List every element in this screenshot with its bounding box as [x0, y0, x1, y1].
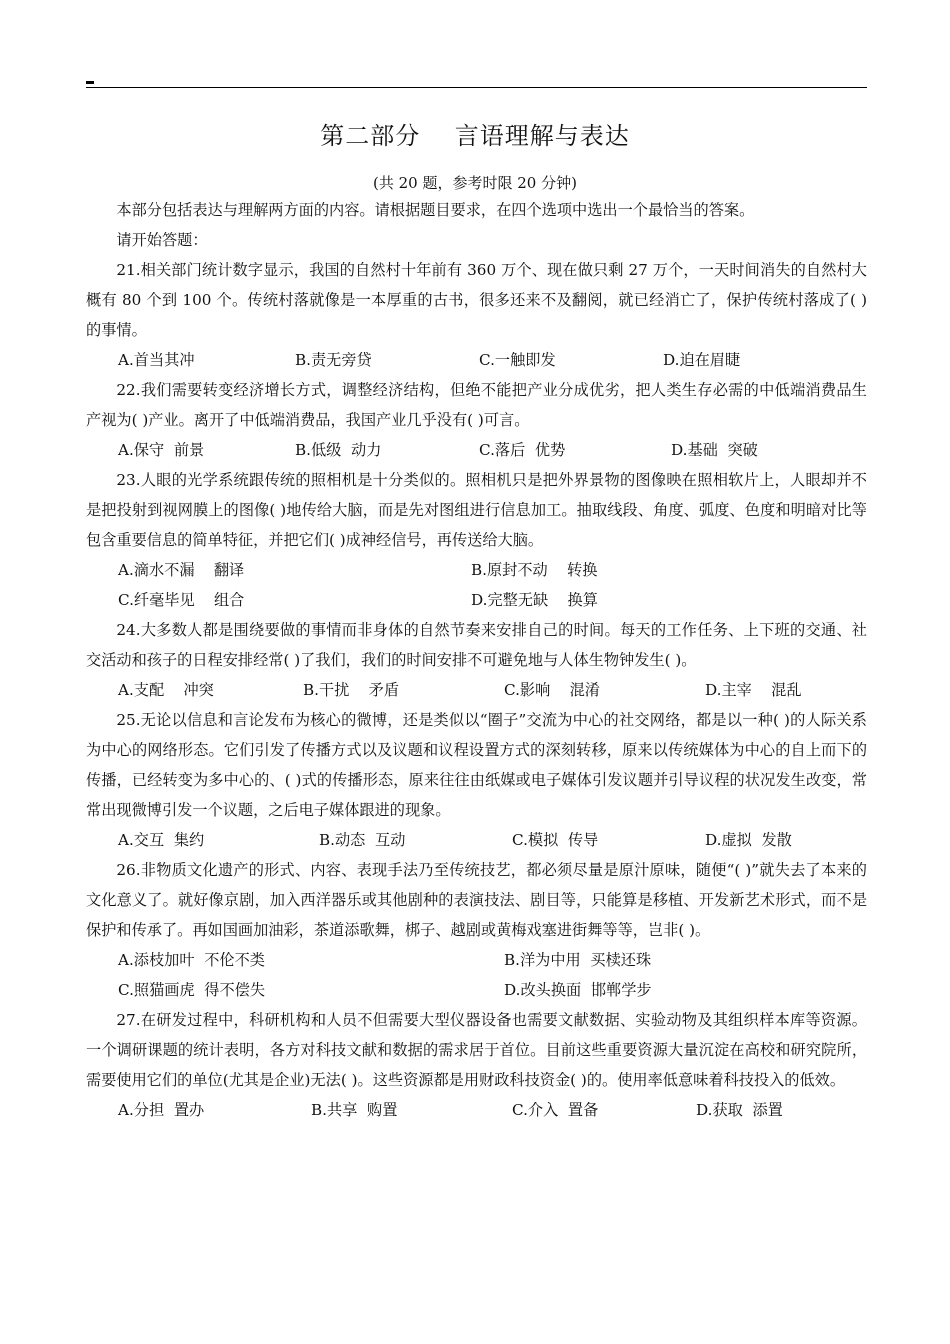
options-21: [86, 345, 867, 375]
options-27: [86, 1095, 867, 1125]
option-b[interactable]: B.责无旁贷: [295, 351, 372, 369]
option-c[interactable]: C.影响 混淆: [504, 681, 600, 699]
option-d[interactable]: D.改头换面 邯郸学步: [504, 981, 652, 999]
question-27: 27.在研发过程中，科研机构和人员不但需要大型仪器设备也需要文献数据、实验动物及其组织样本库等资源。一个调研课题的统计表明，各方对科技文献和数据的需求居于首位。目前这些重要资源大量沉淀在高校和研究院所，需要使用它们的单位(尤其是企业)无法( )。这些资源都是用财政科技资金( )的。使用率低意味着科技投入的低效。: [86, 1011, 867, 1089]
option-a[interactable]: A.保守 前景: [118, 441, 205, 459]
question-23: 23.人眼的光学系统跟传统的照相机是十分类似的。照相机只是把外界景物的图像映在照相软片上，人眼却并不是把投射到视网膜上的图像( )地传给大脑，而是先对图组进行信息加工。抽取线段、角度、弧度、色度和明暗对比等包含重要信息的简单特征，并把它们( )成神经信号，再传送给大脑。: [86, 471, 867, 549]
start-text: 请开始答题：: [116, 231, 208, 249]
header-mark: [86, 81, 94, 84]
option-a[interactable]: A.滴水不漏 翻译: [118, 561, 245, 579]
options-26-row1: [86, 945, 867, 975]
options-26-row2: [86, 975, 867, 1005]
option-d[interactable]: D.获取 添置: [696, 1101, 783, 1119]
intro-text: 本部分包括表达与理解两方面的内容。请根据题目要求，在四个选项中选出一个最恰当的答案。: [116, 201, 755, 219]
option-d[interactable]: D.基础 突破: [671, 441, 758, 459]
question-24: 24.大多数人都是围绕要做的事情而非身体的自然节奏来安排自己的时间。每天的工作任务、上下班的交通、社交活动和孩子的日程安排经常( )了我们，我们的时间安排不可避免地与人体生物钟发生( )。: [86, 621, 867, 669]
option-b[interactable]: B.共享 购置: [311, 1101, 398, 1119]
option-c[interactable]: C.纤毫毕见 组合: [118, 591, 245, 609]
option-a[interactable]: A.添枝加叶 不伦不类: [118, 951, 265, 969]
option-d[interactable]: D.迫在眉睫: [663, 351, 741, 369]
option-b[interactable]: B.低级 动力: [295, 441, 382, 459]
option-b[interactable]: B.干扰 矛盾: [303, 681, 400, 699]
option-b[interactable]: B.原封不动 转换: [471, 561, 598, 579]
section-title: 第二部分 言语理解与表达: [320, 122, 630, 150]
option-c[interactable]: C.落后 优势: [479, 441, 566, 459]
option-c[interactable]: C.模拟 传导: [512, 831, 599, 849]
section-subtitle: (共 20 题，参考时限 20 分钟): [373, 174, 577, 192]
option-d[interactable]: D.完整无缺 换算: [471, 591, 598, 609]
option-d[interactable]: D.主宰 混乱: [705, 681, 802, 699]
option-a[interactable]: A.首当其冲: [118, 351, 195, 369]
option-a[interactable]: A.支配 冲突: [118, 681, 214, 699]
header-rule: [86, 87, 867, 88]
option-b[interactable]: B.动态 互动: [319, 831, 406, 849]
option-a[interactable]: A.交互 集约: [118, 831, 205, 849]
option-c[interactable]: C.介入 置备: [512, 1101, 599, 1119]
question-21: 21.相关部门统计数字显示，我国的自然村十年前有 360 万个、现在做只剩 27 万个，一天时间消失的自然村大概有 80 个到 100 个。传统村落就像是一本厚重的古书，很多还来不及翻阅，就已经消亡了，保护传统村落成了( )的事情。: [86, 261, 867, 339]
options-22: [86, 435, 867, 465]
question-22: 22.我们需要转变经济增长方式，调整经济结构，但绝不能把产业分成优劣，把人类生存必需的中低端消费品生产视为( )产业。离开了中低端消费品，我国产业几乎没有( )可言。: [86, 381, 867, 429]
options-24: [86, 675, 867, 705]
options-25: [86, 825, 867, 855]
option-b[interactable]: B.洋为中用 买椟还珠: [504, 951, 652, 969]
question-26: 26.非物质文化遗产的形式、内容、表现手法乃至传统技艺，都必须尽量是原汁原味，随便“( )”就失去了本来的文化意义了。就好像京剧，加入西洋器乐或其他剧种的表演技法、剧目等，只能算是移植、开发新艺术形式，而不是保护和传承了。再如国画加油彩，茶道添歌舞，梆子、越剧或黄梅戏塞进街舞等等，岂非( )。: [86, 861, 867, 939]
question-25: 25.无论以信息和言论发布为核心的微博，还是类似以“圈子”交流为中心的社交网络，都是以一种( )的人际关系为中心的网络形态。它们引发了传播方式以及议题和议程设置方式的深刻转移，原来以传统媒体为中心的自上而下的传播，已经转变为多中心的、( )式的传播形态，原来往往由纸媒或电子媒体引发议题并引导议程的状况发生改变，常常出现微博引发一个议题，之后电子媒体跟进的现象。: [86, 711, 867, 819]
option-a[interactable]: A.分担 置办: [118, 1101, 205, 1119]
options-23-row1: [86, 555, 867, 585]
option-d[interactable]: D.虚拟 发散: [705, 831, 792, 849]
content: [86, 195, 867, 1125]
option-c[interactable]: C.一触即发: [479, 351, 556, 369]
options-23-row2: [86, 585, 867, 615]
option-c[interactable]: C.照猫画虎 得不偿失: [118, 981, 266, 999]
